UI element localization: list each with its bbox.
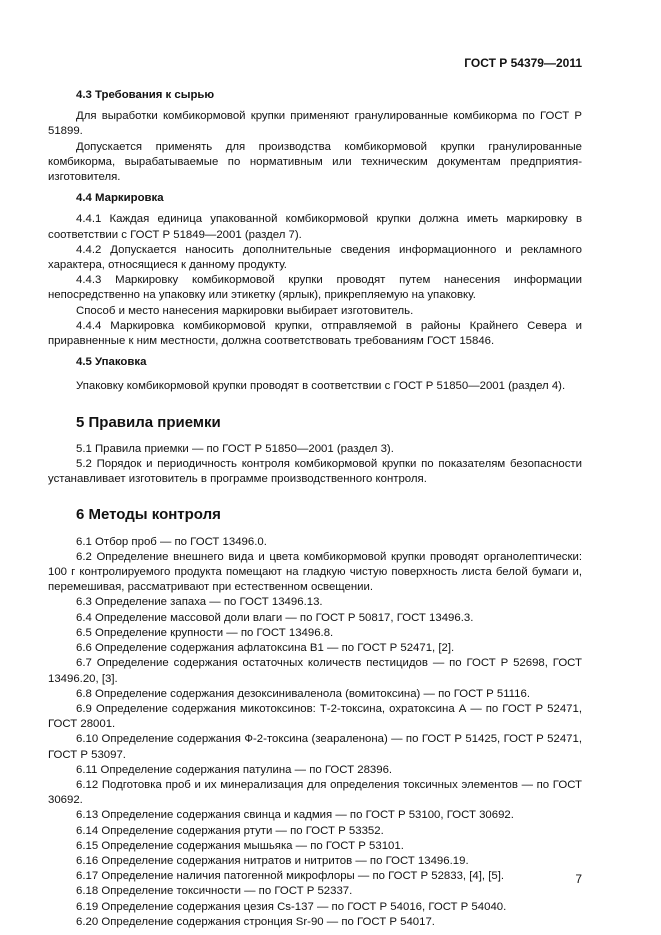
list-item: 6.20 Определение содержания стронция Sr-90 — по ГОСТ Р 54017. (76, 915, 435, 928)
paragraph: 4.4.1 Каждая единица упакованной комбикормовой крупки должна иметь маркировку в соответствии с ГОСТ Р 51849—2001 (раздел 7). (48, 213, 582, 241)
section-4-3-title: 4.3 Требования к сырью (76, 89, 215, 101)
list-item: 6.6 Определение содержания афлатоксина В1 — по ГОСТ Р 52471, [2]. (76, 642, 455, 655)
page-content (48, 88, 582, 930)
section-4-5-title: 4.5 Упаковка (76, 356, 147, 369)
paragraph: 4.4.2 Допускается наносить дополнительные сведения информационного и рекламного характера, относящиеся к данному продукту. (48, 243, 582, 272)
section-6-list (48, 535, 582, 930)
list-item: 6.3 Определение запаха — по ГОСТ 13496.13. (76, 596, 323, 609)
list-item: 6.16 Определение содержания нитратов и нитритов — по ГОСТ 13496.19. (76, 854, 469, 867)
list-item: 6.17 Определение наличия патогенной микрофлоры — по ГОСТ Р 52833, [4], [5]. (76, 870, 505, 883)
document-header: ГОСТ Р 54379—2011 (464, 56, 582, 70)
list-item: 6.18 Определение токсичности — по ГОСТ Р 52337. (76, 885, 353, 898)
list-item: 6.10 Определение содержания Ф-2-токсина (зеараленона) — по ГОСТ Р 51425, ГОСТ Р 52471, ГОСТ Р 53097. (48, 733, 582, 761)
list-item: 6.11 Определение содержания патулина — по ГОСТ 28396. (76, 763, 393, 776)
paragraph: 5.2 Порядок и периодичность контроля комбикормовой крупки по показателям безопасности устанавливает изготовитель в программе производственного контроля. (48, 458, 582, 486)
list-item: 6.1 Отбор проб — по ГОСТ 13496.0. (76, 535, 267, 548)
list-item: 6.14 Определение содержания ртути — по ГОСТ Р 53352. (76, 824, 384, 837)
list-item: 6.19 Определение содержания цезия Cs-137 — по ГОСТ Р 54016, ГОСТ Р 54040. (76, 900, 507, 913)
section-4-4-title: 4.4 Маркировка (76, 192, 164, 205)
list-item: 6.13 Определение содержания свинца и кадмия — по ГОСТ Р 53100, ГОСТ 30692. (76, 809, 514, 822)
list-item: 6.5 Определение крупности — по ГОСТ 13496.8. (76, 626, 334, 639)
page-number: 7 (575, 872, 582, 886)
list-item: 6.9 Определение содержания микотоксинов: Т-2-токсина, охратоксина А — по ГОСТ Р 52471, ГОСТ 28001. (48, 702, 582, 731)
list-item: 6.7 Определение содержания остаточных количеств пестицидов — по ГОСТ Р 52698, ГОСТ 13496.20, [3]. (48, 657, 582, 685)
paragraph: 5.1 Правила приемки — по ГОСТ Р 51850—2001 (раздел 3). (76, 442, 394, 455)
list-item: 6.15 Определение содержания мышьяка — по ГОСТ Р 53101. (76, 839, 404, 852)
paragraph: Допускается применять для производства комбикормовой крупки гранулированные комбикорма, вырабатываемые по нормативным или техническим документам предприятия-изготовителя. (48, 140, 582, 184)
paragraph: Для выработки комбикормовой крупки применяют гранулированные комбикорма по ГОСТ Р 51899. (48, 110, 582, 138)
paragraph: 4.4.3 Маркировку комбикормовой крупки проводят путем нанесения информации непосредственно на упаковку или этикетку (ярлык), прикрепляемую на упаковку. (48, 274, 582, 302)
section-5-title: 5 Правила приемки (76, 413, 221, 431)
list-item: 6.4 Определение массовой доли влаги — по ГОСТ Р 50817, ГОСТ 13496.3. (76, 611, 474, 624)
section-6-title: 6 Методы контроля (76, 506, 221, 524)
list-item: 6.12 Подготовка проб и их минерализация для определения токсичных элементов — по ГОСТ 30692. (48, 778, 582, 807)
list-item: 6.8 Определение содержания дезоксиниваленола (вомитоксина) — по ГОСТ Р 51116. (76, 687, 531, 700)
paragraph: Способ и место нанесения маркировки выбирает изготовитель. (76, 304, 414, 317)
list-item: 6.2 Определение внешнего вида и цвета комбикормовой крупки проводят органолептически: 100 г контролируемого продукта помещают на гладкую чистую поверхность листа белой бумаги и, перемешивая, рассматривают при естественном освещении. (48, 550, 582, 594)
paragraph: Упаковку комбикормовой крупки проводят в соответствии с ГОСТ Р 51850—2001 (раздел 4). (76, 380, 566, 393)
paragraph: 4.4.4 Маркировка комбикормовой крупки, отправляемой в районы Крайнего Севера и приравненные к ним местности, должна соответствовать требованиям ГОСТ 15846. (48, 319, 582, 348)
